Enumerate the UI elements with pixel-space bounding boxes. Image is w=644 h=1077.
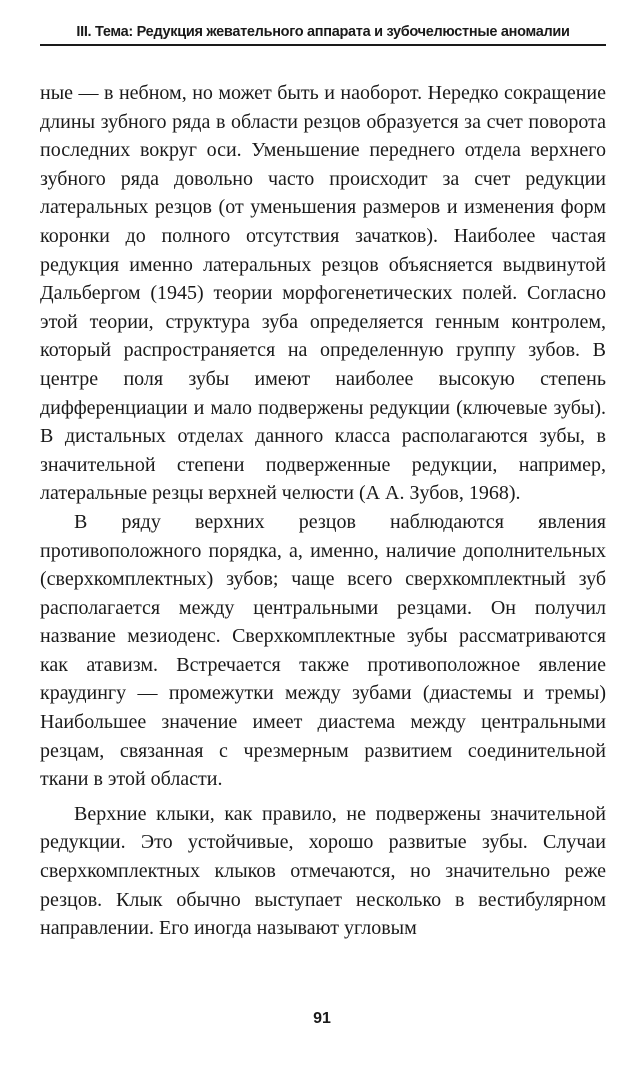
page-number: 91 [313,1010,331,1027]
running-header: III. Тема: Редукция жевательного аппарата и зубочелюстные аномалии [40,22,606,46]
body-text [40,79,606,943]
paragraph: Верхние клыки, как правило, не подвержены значительной редукции. Это устойчивые, хорошо развитые зубы. Случаи сверхкомплектных клыков отмечаются, но значительно реже резцов. Клык обычно выступает несколько в вестибулярном направлении. Его иногда называют угловым [40,802,606,940]
paragraph-continued: ные — в небном, но может быть и наоборот. Нередко сокращение длины зубного ряда в области резцов образуется за счет поворота последних вокруг оси. Уменьшение переднего отдела верхнего зубного ряда довольно часто происходит за счет редукции латеральных резцов (от уменьшения размеров и изменения форм коронки до полного отсутствия зачатков). Наиболее частая редукция именно латеральных резцов объясняется выдвинутой Дальбергом (1945) теории морфогенетических полей. Согласно этой теории, структура зуба определяется генным контролем, который распространяется на определенную группу зубов. В центре поля зубы имеют наиболее высокую степень дифференциации и мало подвержены редукции (ключевые зубы). В дистальных отделах данного класса располагаются зубы, в значительной степени подверженные редукции, например, латеральные резцы верхней челюсти (А А. Зубов, 1968). [40,82,606,505]
paragraph: В ряду верхних резцов наблюдаются явления противоположного порядка, а, именно, наличие дополнительных (сверхкомплектных) зубов; чаще всего сверхкомплектный зуб располагается между центральными резцами. Он получил название мезиоденс. Сверхкомплектные зубы рассматриваются как атавизм. Встречается также противоположное явление краудингу — промежутки между зубами (диастемы и тремы) Наибольшее значение имеет диастема между центральными резцам, связанная с чрезмерным развитием соединительной ткани в этой области. [40,510,606,791]
